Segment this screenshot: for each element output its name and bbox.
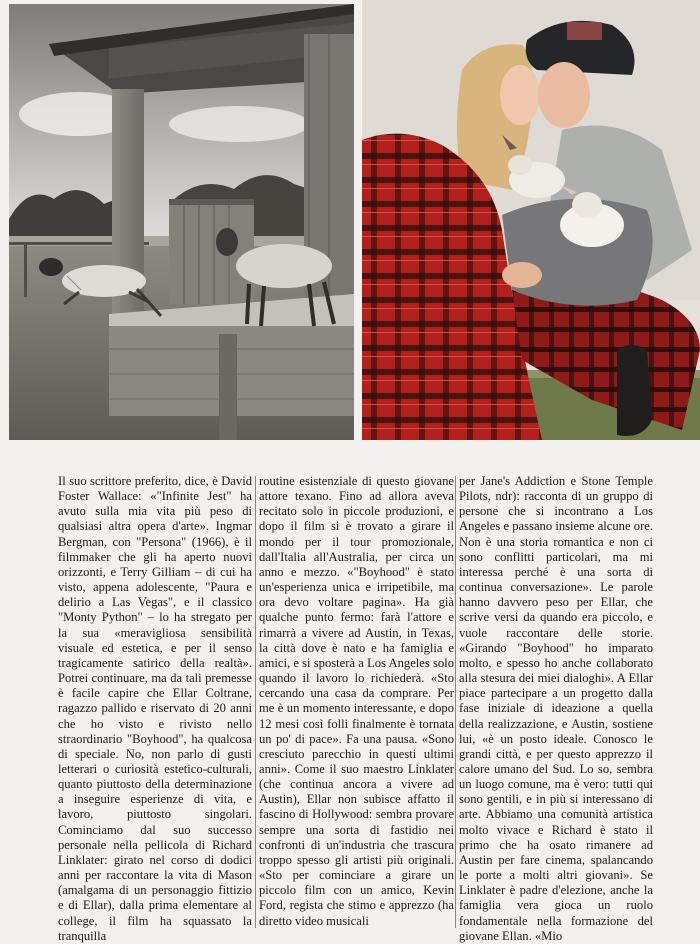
column-divider: [255, 476, 256, 928]
article-column-3: [459, 474, 653, 944]
article-text: Il suo scrittore preferito, dice, è David Foster Wallace: «"Infinite Jest" ha avuto sulla mia vita più peso di qualsiasi altra opera d'arte». Ingmar Bergman, con "Persona" (1966), è il filmmaker che gli ha aperto nuovi orizzonti, e Terry Gilliam – di cui ha visto, appena adolescente, "Paura e delirio a Las Vegas", e il classico "Monty Python" – lo ha stregato per la sua «meravigliosa sensibilità visuale ed estetica, e per il senso tragicamente satirico della realtà». Potrei continuare, ma da tali premesse è facile capire che Ellar Coltrane, ragazzo pallido e riservato di 20 anni che ho visto e rivisto nello straordinario "Boyhood", ha qualcosa di speciale. No, non parlo di gusti letterari o curiosità estetico-culturali, quanto piuttosto della determinazione a inseguire esperienze di vita, e lavoro, piuttosto singolari. Cominciamo dal suo successo personale nella pellicola di Richard Linklater: girato nel corso di dodici anni per raccontare la vita di Mason (amalgama di un personaggio fittizio e di Ellar), dalla prima elementare al college, il film ha squassato la tranquilla: [58, 474, 252, 943]
article-column-2: [259, 474, 454, 929]
sheep-porch-illustration: [9, 4, 354, 440]
couple-goats-illustration: [362, 0, 700, 440]
article-text: per Jane's Addiction e Stone Temple Pilots, ndr): racconta di un gruppo di persone che si incontrano a Los Angeles e passano insieme alcune ore. Non è una storia romantica e non ci sono conflitti particolari, ma mi interessa perché è una sorta di continua conversazione». Le parole hanno davvero peso per Ellar, che scrive versi da quando era piccolo, e vuole raccontare delle storie. «Girando "Boyhood" ho imparato molto, e spesso ho anche collaborato alla stesura dei miei dialoghi». A Ellar piace partecipare a un progetto dalla fase iniziale di ideazione a quella della realizzazione, e Austin, sostiene lui, «è un posto ideale. Conosco le grandi città, e per questo apprezzo il calore umano del Sud. Lo so, sembra un luogo comune, ma è vero: tutti qui sono gentili, e in più si interessano di arte. Abbiamo una comunità artistica molto vivace e Richard è stato il primo che ha osato rimanere ad Austin per fare cinema, spalancando le porte a molti altri giovani». Se Linklater è padre d'elezione, anche la famiglia vera gioca un ruolo fondamentale nella formazione del giovane Ellan. «Mio: [459, 474, 653, 943]
article-text: routine esistenziale di questo giovane attore texano. Fino ad allora aveva recitato solo in piccole produzioni, e dopo il film si è trovato a girare il mondo per il tour promozionale, dall'Italia all'Australia, per circa un anno e mezzo. «"Boyhood" è stato un'esperienza unica e irripetibile, ma ora devo voltare pagina». Ha già qualche punto fermo: farà l'attore e rimarrà a vivere ad Austin, in Texas, la città dove è nato e ha famiglia e amici, e si sposterà a Los Angeles solo quando il lavoro lo richiederà. «Sto cercando una casa da comprare. Per me è un momento interessante, e dopo 12 mesi così folli finalmente è tornata un po' di pace». Fa una pausa. «Sono cresciuto parecchio in questi ultimi anni». Come il suo maestro Linklater (che continua ancora a vivere ad Austin), Ellar non subisce affatto il fascino di Hollywood: sembra provare sempre una sorta di fastidio nei confronti di un'industria che trascura troppo spesso gli artisti più originali. «Sto per cominciare a girare un piccolo film con un amico, Kevin Ford, regista che stimo e apprezzo (ha diretto video musicali: [259, 474, 454, 928]
photo-sheep-porch: [9, 4, 354, 440]
column-divider: [455, 476, 456, 928]
article-column-1: [58, 474, 252, 944]
photo-couple-goats: [362, 0, 700, 440]
